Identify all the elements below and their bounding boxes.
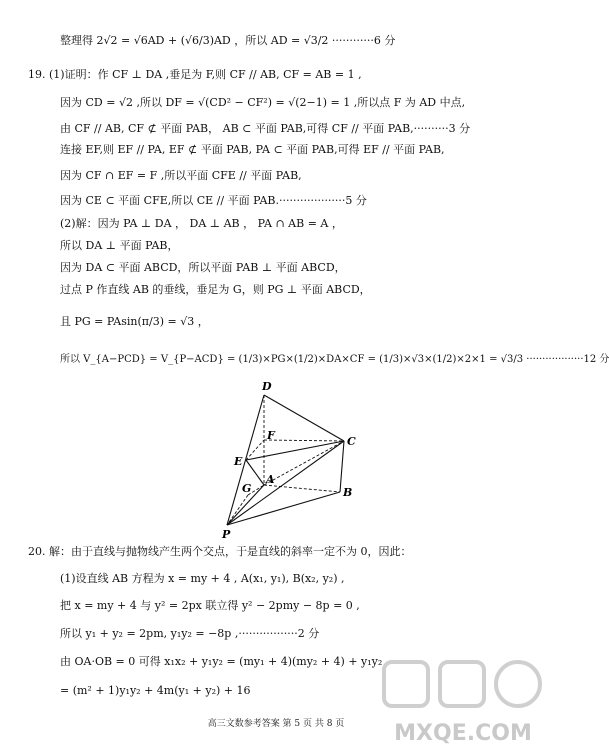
q19-line-10: 过点 P 作直线 AB 的垂线，垂足为 G，则 PG ⊥ 平面 ABCD， [60,283,371,296]
q20-line-5: 由 OA·OB = 0 可得 x₁x₂ + y₁y₂ = (my₁ + 4)(my₂ + 4) + y₁y₂ [60,655,383,668]
q19-line-2: 因为 CD = √2 ,所以 DF = √(CD² − CF²) = √(2−1) = 1 ,所以点 F 为 AD 中点, [60,96,466,109]
q19-line-11: 且 PG = PAsin(π/3) = √3 ， [60,315,209,328]
q19-line-3: 由 CF // AB, CF ⊄ 平面 PAB， AB ⊂ 平面 PAB,可得 CF // 平面 PAB,··········3 分 [60,122,471,135]
edge-GP-dashed [227,495,248,525]
q19-line-7: (2)解：因为 PA ⊥ DA ， DA ⊥ AB ， PA ∩ AB = A ， [60,217,343,230]
edge-FC-dashed [264,440,344,441]
geometry-figure [220,375,360,543]
q20-line-6: = (m² + 1)y₁y₂ + 4m(y₁ + y₂) + 16 [60,684,251,697]
edge-PB [227,492,340,525]
edge-AC-dashed [264,441,344,485]
q19-line-4: 连接 EF,则 EF // PA, EF ⊄ 平面 PAB, PA ⊂ 平面 PAB,可得 EF // 平面 PAB, [60,143,445,156]
q19-line-8: 所以 DA ⊥ 平面 PAB， [60,239,179,252]
q20-line-2: (1)设直线 AB 方程为 x = my + 4 , A(x₁, y₁), B(x₂, y₂) , [60,572,345,585]
q19-line-12: 所以 V_{A−PCD} = V_{P−ACD} = (1/3)×PG×(1/2)×DA×CF = (1/3)×√3×(1/2)×2×1 = √3/3 ··················12 分 [60,354,609,365]
q20-line-3: 把 x = my + 4 与 y² = 2px 联立得 y² − 2pmy − 8p = 0 , [60,599,360,612]
q19-line-5: 因为 CF ∩ EF = F ,所以平面 CFE // 平面 PAB, [60,169,302,182]
label-D: D [262,380,272,393]
label-C: C [347,435,356,448]
watermark-logo [378,656,548,752]
label-G: G [242,482,252,495]
label-P: P [222,528,231,541]
q20-line-1: 20. 解：由于直线与抛物线产生两个交点，于是直线的斜率一定不为 0，因此： [28,545,412,558]
label-B: B [343,486,353,499]
q20-line-4: 所以 y₁ + y₂ = 2pm, y₁y₂ = −8p ,·················2 分 [60,627,320,640]
q19-line-6: 因为 CE ⊂ 平面 CFE,所以 CE // 平面 PAB.···················5 分 [60,194,367,207]
q19-line-9: 因为 DA ⊂ 平面 ABCD，所以平面 PAB ⊥ 平面 ABCD， [60,261,346,274]
label-E: E [234,455,243,468]
label-A: A [266,473,275,486]
edge-AB-dashed [264,485,340,492]
watermark-text: MXQE.COM [394,721,532,746]
label-F: F [267,429,275,442]
page-footer: 高三文数参考答案 第 5 页 共 8 页 [207,719,345,729]
edge-CB [340,441,344,492]
eq-line-1: 整理得 2√2 = √6AD + (√6/3)AD ，所以 AD = √3/2 ············6 分 [60,34,396,47]
edge-DC [264,395,344,441]
q19-line-1: 19. (1)证明：作 CF ⊥ DA ,垂足为 F,则 CF // AB, CF = AB = 1 , [28,68,362,81]
